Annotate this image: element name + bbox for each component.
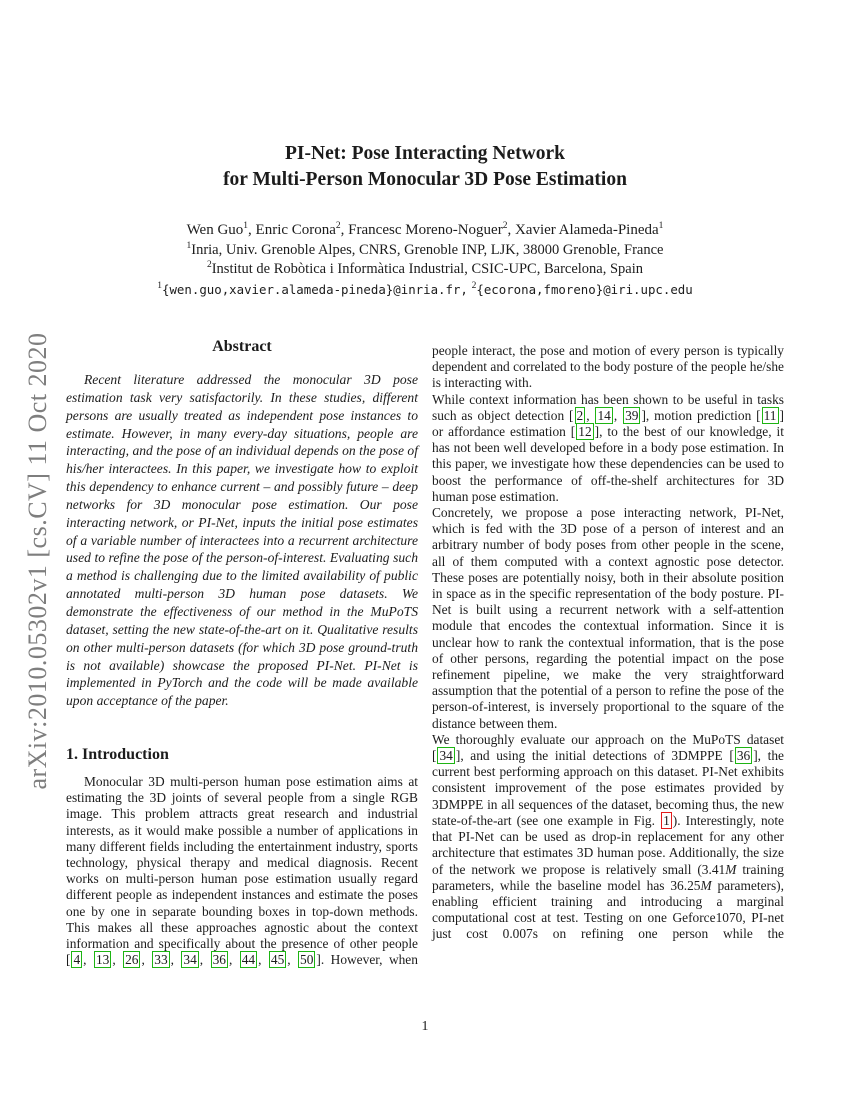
paragraph-evaluation: We thoroughly evaluate our approach on the MuPoTS dataset [ 34 ], and using the initial detections of 3DMPPE [ 36 ], the current best performing approach on this dataset. PI-Net exhibits consistent improvement of the pose estimates provided by 3DMPPE in all sequences of the dataset, becoming thus, the new state-of-the-art (see one example in Fig. 1 ). Interestingly, note that PI-Net can be used as drop-in replacement for any other architecture that estimates 3D human pose. Additionally, the size of the network we propose is relatively small (3.41M training parameters, while the baseline model has 36.25M parameters), enabling efficient training and introducing a marginal computational cost at test. Testing on one Geforce1070, PI-net just cost 0.007s on refining one person while the — [432, 731, 785, 942]
arxiv-watermark: arXiv:2010.05302v1 [cs.CV] 11 Oct 2020 — [23, 332, 52, 790]
citation-link[interactable]: 45 — [270, 952, 285, 968]
citation-link[interactable]: 50 — [300, 952, 314, 968]
superscript: 1 — [658, 221, 664, 231]
citation-link[interactable]: 4 — [73, 952, 81, 968]
citation-link[interactable]: 13 — [95, 952, 110, 968]
section-heading-introduction: 1. Introduction — [66, 746, 169, 763]
paragraph-context-info: While context information has been shown to be useful in tasks such as object detection [ 2 , 14 , 39 ], motion prediction [ 11 ] or affordance estimation [ 12 ], to the best of our knowledge, it has not been well developed before in a body pose estimation. In this paper, we investigate how these dependencies can be used to boost the performance of off-the-shelf architectures for 3D human pose estimation. — [432, 391, 784, 504]
paragraph-pinet-proposal: Concretely, we propose a pose interacting network, PI-Net, which is fed with the 3D pose of a person of interest and an arbitrary number of body poses from other people in the scene, all of them computed with a context agnostic pose detector. These poses are potentially noisy, both in their absolute position in space as in the specific representation of the body posture. PI-Net is built using a recurrent network with a self-attention module that encodes the contextual information. Since it is unclear how to rank the contextual information, that is the pose of other persons, regarding the potential impact on the pose refinement pipeline, we make the very straightforward assumption that the potential of a person to refine the pose of the person-of-interest, is inversely proportional to the square of the distance between them. — [432, 505, 784, 731]
citation-link[interactable]: 36 — [212, 952, 226, 968]
citation-link[interactable]: 2 — [576, 407, 584, 423]
citation-link[interactable]: 33 — [154, 952, 168, 968]
superscript: 2 — [335, 221, 341, 231]
figure-ref-link[interactable]: 1 — [663, 812, 670, 828]
email-line — [0, 280, 850, 301]
citation-link[interactable]: 36 — [736, 748, 751, 764]
paper-title — [0, 141, 850, 193]
affiliation-line-2: $^2$Institut de Robòtica i Informàtica Industrial, CSIC-UPC, Barcelona, Spain — [206, 260, 644, 277]
abstract-text: Recent literature addressed the monocular 3D pose estimation task very satisfactorily. In these studies, different persons are usually treated as independent pose instances to estimate. However, in many every-day situations, people are interacting, and the pose of an individual depends on the pose of his/her interactees. In this paper, we investigate how to exploit this dependency to enhance current – and possibly future – deep networks for 3D monocular pose estimation. Our pose interacting network, or PI-Net, inputs the initial pose estimates of a variable number of interactees into a recurrent architecture used to refine the pose of the person-of-interest. Evaluating such a method is challenging due to the limited availability of public annotated multi-person 3D human pose datasets. We demonstrate the effectiveness of our method in the MuPoTS dataset, setting the new state-of-the-art on it. Qualitative results on other multi-person datasets (for which 3D pose ground-truth is not available) showcase the proposed PI-Net. PI-Net is implemented in PyTorch and the code will be made available upon acceptance of the paper. — [66, 372, 418, 709]
page-number: 1 — [421, 1019, 429, 1034]
citation-link[interactable]: 44 — [241, 952, 256, 968]
citation-link[interactable]: 14 — [597, 407, 611, 423]
affiliation-line-1: $^1$Inria, Univ. Grenoble Alpes, CNRS, Grenoble INP, LJK, 38000 Grenoble, France — [186, 240, 664, 258]
authors-block — [0, 221, 850, 300]
superscript: 2 — [471, 280, 477, 291]
superscript: 1 — [186, 240, 192, 251]
citation-link[interactable]: 34 — [439, 748, 453, 764]
superscript: 2 — [206, 260, 212, 271]
citation-link[interactable]: 26 — [125, 952, 139, 968]
paper-title-line-2: for Multi-Person Monocular 3D Pose Estimation — [223, 169, 627, 190]
math-symbol: M — [700, 877, 712, 893]
email-text: {ecorona,fmoreno}@iri.upc.edu — [476, 281, 693, 297]
superscript: 1 — [157, 280, 163, 291]
math-symbol: M — [725, 861, 737, 877]
superscript: 2 — [502, 221, 508, 231]
introduction-paragraph-1: Monocular 3D multi-person human pose estimation aims at estimating the 3D joints of several people from a single RGB image. This problem attracts great research and industrial interests, as it would make possible a number of applications in many different fields including the entertainment industry, sports technology, physical therapy and medical diagnosis. Recent works on multi-person human pose estimation usually regard different people as independent instances and estimate the poses one by one in separate bounding boxes in top-down methods. This makes all these approaches agnostic about the context information and specifically about the presence of other people [ 4 , 13 , 26 , 33 , 34 , 36 , 44 , 45 , 50 ]. However, when — [66, 774, 418, 968]
email-text: {wen.guo,xavier.alameda-pineda}@inria.fr, — [162, 281, 468, 297]
paragraph-continuation: people interact, the pose and motion of every person is typically dependent and correlated to the body posture of the people he/she is interacting with. — [432, 343, 784, 391]
citation-link[interactable]: 39 — [625, 407, 639, 423]
citation-link[interactable]: 11 — [763, 407, 777, 423]
abstract-heading: Abstract — [212, 338, 272, 355]
right-column — [432, 343, 784, 943]
authors-line: Wen Guo$^1$, Enric Corona$^2$, Francesc Moreno-Noguer$^2$, Xavier Alameda-Pineda$^1$ — [186, 221, 664, 238]
superscript: 1 — [243, 221, 249, 231]
citation-link[interactable]: 12 — [578, 424, 592, 440]
paper-title-line-1: PI-Net: Pose Interacting Network — [285, 143, 565, 164]
citation-link[interactable]: 34 — [183, 952, 197, 968]
